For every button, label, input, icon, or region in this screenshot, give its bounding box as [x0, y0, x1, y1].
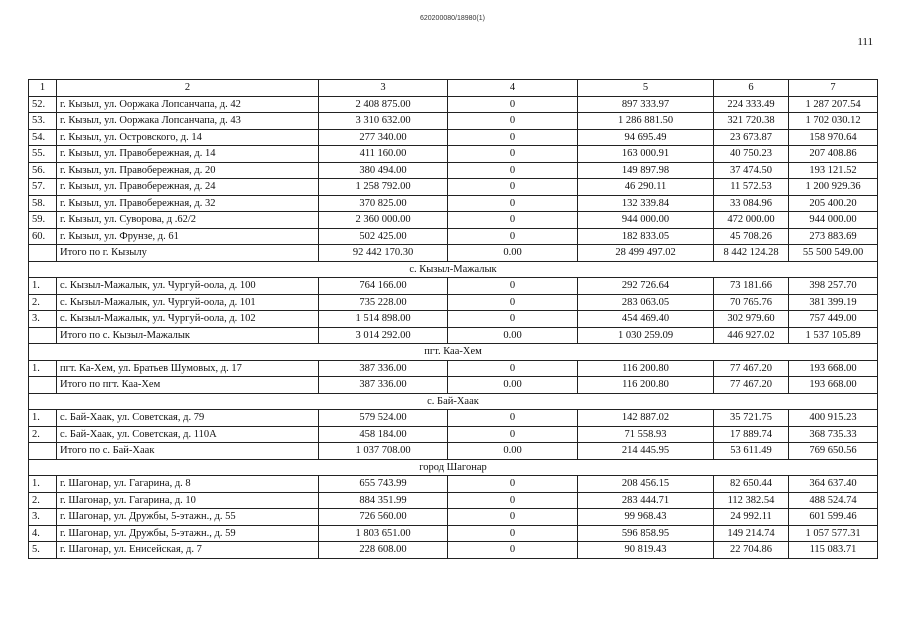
- table-cell: 2.: [29, 294, 57, 311]
- table-row: [29, 525, 878, 542]
- table-cell: 735 228.00: [319, 294, 448, 311]
- table-cell: 0: [448, 476, 578, 493]
- table-row: [29, 311, 878, 328]
- table-cell: 116 200.80: [578, 377, 714, 394]
- table-cell: 228 608.00: [319, 542, 448, 559]
- column-number: 2: [57, 80, 319, 97]
- table-cell: 24 992.11: [714, 509, 789, 526]
- table-cell: 380 494.00: [319, 162, 448, 179]
- table-cell: 1 057 577.31: [789, 525, 878, 542]
- table-cell: 70 765.76: [714, 294, 789, 311]
- table-cell: г. Кызыл, ул. Ооржака Лопсанчапа, д. 42: [57, 96, 319, 113]
- column-number: 1: [29, 80, 57, 97]
- table-cell: [29, 245, 57, 262]
- table-cell: г. Шагонар, ул. Гагарина, д. 10: [57, 492, 319, 509]
- table-cell: 398 257.70: [789, 278, 878, 295]
- table-cell: 45 708.26: [714, 228, 789, 245]
- table-cell: 655 743.99: [319, 476, 448, 493]
- table-cell: 224 333.49: [714, 96, 789, 113]
- table-cell: 17 889.74: [714, 426, 789, 443]
- section-header-row: [29, 344, 878, 361]
- table-cell: 0: [448, 492, 578, 509]
- column-number: 5: [578, 80, 714, 97]
- table-cell: 0: [448, 311, 578, 328]
- table-cell: г. Шагонар, ул. Дружбы, 5-этажн., д. 55: [57, 509, 319, 526]
- table-row: [29, 96, 878, 113]
- table-cell: 757 449.00: [789, 311, 878, 328]
- table-cell: 387 336.00: [319, 360, 448, 377]
- table-cell: 82 650.44: [714, 476, 789, 493]
- table-cell: 35 721.75: [714, 410, 789, 427]
- section-header-row: [29, 261, 878, 278]
- table-cell: 897 333.97: [578, 96, 714, 113]
- table-cell: 0.00: [448, 327, 578, 344]
- table-cell: 77 467.20: [714, 377, 789, 394]
- table-cell: 0: [448, 179, 578, 196]
- table-cell: 193 668.00: [789, 377, 878, 394]
- table-cell: 193 668.00: [789, 360, 878, 377]
- table-cell: 23 673.87: [714, 129, 789, 146]
- table-cell: г. Кызыл, ул. Ооржака Лопсанчапа, д. 43: [57, 113, 319, 130]
- table-cell: 0: [448, 278, 578, 295]
- table-cell: 0: [448, 212, 578, 229]
- table-cell: 149 897.98: [578, 162, 714, 179]
- table-cell: 94 695.49: [578, 129, 714, 146]
- table-cell: 4.: [29, 525, 57, 542]
- table-cell: 381 399.19: [789, 294, 878, 311]
- table-cell: 54.: [29, 129, 57, 146]
- table-cell: 73 181.66: [714, 278, 789, 295]
- table-cell: г. Кызыл, ул. Правобережная, д. 24: [57, 179, 319, 196]
- table-cell: 22 704.86: [714, 542, 789, 559]
- table-cell: 37 474.50: [714, 162, 789, 179]
- table-cell: 400 915.23: [789, 410, 878, 427]
- table-cell: 149 214.74: [714, 525, 789, 542]
- table-row: [29, 492, 878, 509]
- table-cell: г. Шагонар, ул. Енисейская, д. 7: [57, 542, 319, 559]
- table-cell: 454 469.40: [578, 311, 714, 328]
- table-cell: 726 560.00: [319, 509, 448, 526]
- section-header-row: [29, 393, 878, 410]
- table-row: [29, 294, 878, 311]
- table-row: [29, 212, 878, 229]
- table-row: [29, 278, 878, 295]
- column-number-row: [29, 80, 878, 97]
- section-header-row: [29, 459, 878, 476]
- table-body: [29, 80, 878, 559]
- table-cell: 52.: [29, 96, 57, 113]
- table-cell: с. Кызыл-Мажалык, ул. Чургуй-оола, д. 100: [57, 278, 319, 295]
- table-cell: 40 750.23: [714, 146, 789, 163]
- table-cell: пгт. Ка-Хем, ул. Братьев Шумовых, д. 17: [57, 360, 319, 377]
- table-cell: с. Бай-Хаак, ул. Советская, д. 79: [57, 410, 319, 427]
- table-row: [29, 509, 878, 526]
- section-title: с. Бай-Хаак: [29, 393, 878, 410]
- table-cell: 1 514 898.00: [319, 311, 448, 328]
- table-cell: 58.: [29, 195, 57, 212]
- table-cell: 277 340.00: [319, 129, 448, 146]
- table-cell: 28 499 497.02: [578, 245, 714, 262]
- table-cell: 283 444.71: [578, 492, 714, 509]
- table-cell: 8 442 124.28: [714, 245, 789, 262]
- table-cell: 55.: [29, 146, 57, 163]
- table-row: [29, 179, 878, 196]
- table-cell: Итого по г. Кызылу: [57, 245, 319, 262]
- table-cell: г. Кызыл, ул. Правобережная, д. 20: [57, 162, 319, 179]
- table-cell: 1 803 651.00: [319, 525, 448, 542]
- table-cell: 3 014 292.00: [319, 327, 448, 344]
- table-cell: 1.: [29, 360, 57, 377]
- table-cell: 3.: [29, 311, 57, 328]
- table-cell: 1 030 259.09: [578, 327, 714, 344]
- page-number: 111: [857, 36, 873, 48]
- table-cell: г. Кызыл, ул. Фрунзе, д. 61: [57, 228, 319, 245]
- table-cell: 3 310 632.00: [319, 113, 448, 130]
- table-cell: [29, 377, 57, 394]
- table-row: [29, 195, 878, 212]
- table-cell: [29, 327, 57, 344]
- table-cell: 60.: [29, 228, 57, 245]
- table-cell: 115 083.71: [789, 542, 878, 559]
- table-cell: 458 184.00: [319, 426, 448, 443]
- table-cell: 71 558.93: [578, 426, 714, 443]
- total-row: [29, 377, 878, 394]
- table-cell: 163 000.91: [578, 146, 714, 163]
- table-cell: 302 979.60: [714, 311, 789, 328]
- table-cell: 292 726.64: [578, 278, 714, 295]
- table-cell: 207 408.86: [789, 146, 878, 163]
- table-cell: 411 160.00: [319, 146, 448, 163]
- table-cell: г. Шагонар, ул. Гагарина, д. 8: [57, 476, 319, 493]
- table-cell: 1 702 030.12: [789, 113, 878, 130]
- table-cell: 321 720.38: [714, 113, 789, 130]
- table-cell: 769 650.56: [789, 443, 878, 460]
- table-cell: с. Кызыл-Мажалык, ул. Чургуй-оола, д. 101: [57, 294, 319, 311]
- table-cell: 502 425.00: [319, 228, 448, 245]
- table-cell: 55 500 549.00: [789, 245, 878, 262]
- table-cell: 368 735.33: [789, 426, 878, 443]
- table-row: [29, 410, 878, 427]
- table-cell: 142 887.02: [578, 410, 714, 427]
- table-cell: 387 336.00: [319, 377, 448, 394]
- table-cell: 1 286 881.50: [578, 113, 714, 130]
- table-cell: 0: [448, 542, 578, 559]
- table-cell: 1 258 792.00: [319, 179, 448, 196]
- table-cell: г. Кызыл, ул. Правобережная, д. 32: [57, 195, 319, 212]
- table-row: [29, 476, 878, 493]
- table-row: [29, 228, 878, 245]
- table-cell: 57.: [29, 179, 57, 196]
- table-cell: 1 287 207.54: [789, 96, 878, 113]
- table-cell: 446 927.02: [714, 327, 789, 344]
- table-cell: Итого по с. Бай-Хаак: [57, 443, 319, 460]
- table-cell: 2.: [29, 492, 57, 509]
- table-cell: 112 382.54: [714, 492, 789, 509]
- table-cell: 884 351.99: [319, 492, 448, 509]
- table-cell: 0: [448, 410, 578, 427]
- table-cell: 596 858.95: [578, 525, 714, 542]
- table-cell: 273 883.69: [789, 228, 878, 245]
- table-cell: 53 611.49: [714, 443, 789, 460]
- table-cell: 0: [448, 294, 578, 311]
- table-row: [29, 129, 878, 146]
- table-cell: 364 637.40: [789, 476, 878, 493]
- column-number: 6: [714, 80, 789, 97]
- table-cell: г. Кызыл, ул. Суворова, д .62/2: [57, 212, 319, 229]
- table-cell: 0.00: [448, 245, 578, 262]
- table-cell: 0: [448, 360, 578, 377]
- table-cell: [29, 443, 57, 460]
- table-row: [29, 360, 878, 377]
- table-cell: 0: [448, 113, 578, 130]
- table-cell: 1 200 929.36: [789, 179, 878, 196]
- table-cell: 0: [448, 525, 578, 542]
- column-number: 3: [319, 80, 448, 97]
- table-cell: 944 000.00: [789, 212, 878, 229]
- table-cell: 53.: [29, 113, 57, 130]
- table-cell: 99 968.43: [578, 509, 714, 526]
- table-cell: 205 400.20: [789, 195, 878, 212]
- table-cell: 0: [448, 96, 578, 113]
- register-table: [28, 79, 878, 559]
- column-number: 4: [448, 80, 578, 97]
- table-cell: 33 084.96: [714, 195, 789, 212]
- table-cell: 11 572.53: [714, 179, 789, 196]
- table-cell: 0: [448, 228, 578, 245]
- table-cell: 59.: [29, 212, 57, 229]
- table-cell: 1 537 105.89: [789, 327, 878, 344]
- table-cell: 0: [448, 195, 578, 212]
- document-id: 620200080/18980(1): [419, 15, 485, 22]
- table-cell: 0: [448, 162, 578, 179]
- table-cell: 182 833.05: [578, 228, 714, 245]
- table-cell: 92 442 170.30: [319, 245, 448, 262]
- table-cell: 46 290.11: [578, 179, 714, 196]
- table-cell: 944 000.00: [578, 212, 714, 229]
- table-cell: 579 524.00: [319, 410, 448, 427]
- table-cell: 2.: [29, 426, 57, 443]
- table-cell: 472 000.00: [714, 212, 789, 229]
- table-cell: 601 599.46: [789, 509, 878, 526]
- table-cell: 1 037 708.00: [319, 443, 448, 460]
- section-title: с. Кызыл-Мажалык: [29, 261, 878, 278]
- table-cell: 158 970.64: [789, 129, 878, 146]
- table-cell: 488 524.74: [789, 492, 878, 509]
- table-cell: г. Кызыл, ул. Островского, д. 14: [57, 129, 319, 146]
- table-cell: 2 360 000.00: [319, 212, 448, 229]
- table-cell: 208 456.15: [578, 476, 714, 493]
- table-row: [29, 113, 878, 130]
- table-cell: Итого по пгт. Каа-Хем: [57, 377, 319, 394]
- table-cell: 764 166.00: [319, 278, 448, 295]
- table-cell: 132 339.84: [578, 195, 714, 212]
- table-cell: 1.: [29, 278, 57, 295]
- table-cell: 116 200.80: [578, 360, 714, 377]
- total-row: [29, 443, 878, 460]
- table-row: [29, 542, 878, 559]
- table-cell: 0: [448, 129, 578, 146]
- table-cell: 90 819.43: [578, 542, 714, 559]
- table-cell: г. Шагонар, ул. Дружбы, 5-этажн., д. 59: [57, 525, 319, 542]
- table-cell: 0.00: [448, 443, 578, 460]
- column-number: 7: [789, 80, 878, 97]
- table-cell: с. Бай-Хаак, ул. Советская, д. 110А: [57, 426, 319, 443]
- table-cell: 214 445.95: [578, 443, 714, 460]
- total-row: [29, 245, 878, 262]
- table-cell: 283 063.05: [578, 294, 714, 311]
- table-cell: 370 825.00: [319, 195, 448, 212]
- total-row: [29, 327, 878, 344]
- table-cell: 2 408 875.00: [319, 96, 448, 113]
- table-cell: 1.: [29, 410, 57, 427]
- table-cell: 0.00: [448, 377, 578, 394]
- table-cell: 56.: [29, 162, 57, 179]
- table-row: [29, 146, 878, 163]
- table-cell: с. Кызыл-Мажалык, ул. Чургуй-оола, д. 102: [57, 311, 319, 328]
- table-cell: 77 467.20: [714, 360, 789, 377]
- section-title: город Шагонар: [29, 459, 878, 476]
- table-row: [29, 426, 878, 443]
- table-cell: 193 121.52: [789, 162, 878, 179]
- table-cell: г. Кызыл, ул. Правобережная, д. 14: [57, 146, 319, 163]
- table-row: [29, 162, 878, 179]
- table-cell: 0: [448, 426, 578, 443]
- table-cell: 1.: [29, 476, 57, 493]
- table-cell: 5.: [29, 542, 57, 559]
- table-cell: 3.: [29, 509, 57, 526]
- table-cell: Итого по с. Кызыл-Мажалык: [57, 327, 319, 344]
- section-title: пгт. Каа-Хем: [29, 344, 878, 361]
- table-cell: 0: [448, 146, 578, 163]
- table-cell: 0: [448, 509, 578, 526]
